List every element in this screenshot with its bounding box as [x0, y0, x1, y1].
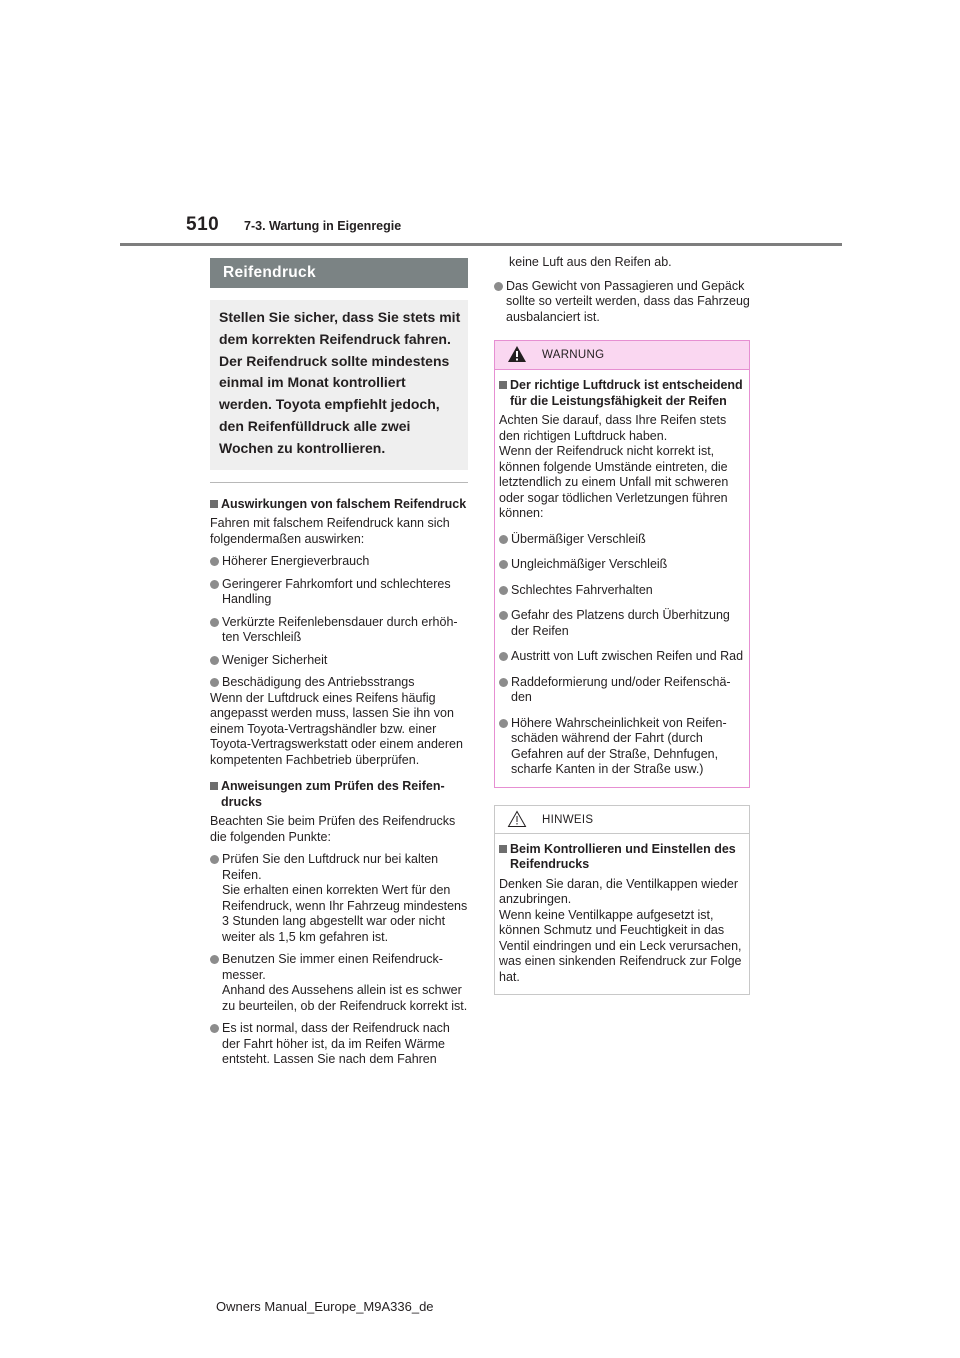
notice-text-line: Wenn keine Ventilkappe aufgesetzt ist, können Schmutz und Feuchtigkeit in das Ventil eindringen und ein Leck verursachen, was einen sinkenden Reifendruck zur Folge hat. — [499, 907, 742, 984]
page-number: 510 — [186, 214, 220, 235]
warning-text-line: Achten Sie darauf, dass Ihre Reifen stets den richtigen Luftdruck haben. — [499, 413, 727, 443]
list-item: Übermäßiger Verschleiß — [499, 532, 744, 548]
left-column — [210, 258, 468, 1075]
list-item: Höherer Energieverbrauch — [210, 554, 468, 570]
list-item — [210, 852, 468, 945]
warning-text — [499, 413, 744, 522]
continuation-text: keine Luft aus den Reifen ab. — [509, 255, 672, 269]
list-item: Das Gewicht von Passagieren und Gepäck sollte so verteilt werden, dass das Fahrzeug ausbalanciert ist. — [494, 279, 750, 326]
effects-followup: Wenn der Luftdruck eines Reifens häufig angepasst werden muss, lassen Sie ihn von einem Toyota-Vertragshändler bzw. einer Toyota-Vertragswerkstatt oder einem anderen kompetenten Fachbetrieb überprüfen. — [210, 690, 463, 767]
warning-text-line: Wenn der Reifendruck nicht korrekt ist, können folgende Umstände eintreten, die letztendlich zu einem Unfall mit schweren oder sogar tödlichen Verletzungen führen können: — [499, 444, 729, 520]
list-item: Ungleichmäßiger Verschleiß — [499, 557, 744, 573]
list-item: Geringerer Fahrkomfort und schlechteres Handling — [210, 577, 468, 608]
list-item — [210, 952, 468, 1014]
warning-label: WARNUNG — [542, 349, 605, 361]
header-rule — [120, 243, 842, 246]
list-item-text: Prüfen Sie den Luftdruck nur bei kalten Reifen. — [222, 852, 439, 882]
right-column — [494, 255, 750, 995]
list-item: Höhere Wahrscheinlichkeit von Reifenschäden während der Fahrt (durch Gefahren auf der Straße, Dehnfugen, scharfe Kanten in der Straße usw.) — [499, 716, 744, 778]
instructions-text: Beachten Sie beim Prüfen des Reifendrucks die folgenden Punkte: — [210, 814, 456, 844]
notice-heading: Beim Kontrollieren und Einstellen des Reifendrucks — [499, 842, 744, 873]
section-title: 7-3. Wartung in Eigenregie — [244, 219, 402, 233]
effects-text: Fahren mit falschem Reifendruck kann sich folgendermaßen auswirken: — [210, 516, 450, 546]
subheading-instructions: Anweisungen zum Prüfen des Reifendrucks — [210, 779, 468, 810]
notice-box — [494, 805, 750, 996]
topic-title: Reifendruck — [210, 258, 468, 288]
list-item: Weniger Sicherheit — [210, 653, 468, 669]
list-item-text: Benutzen Sie immer einen Reifendruckmesser. — [222, 952, 443, 982]
list-item: Schlechtes Fahrverhalten — [499, 583, 744, 599]
notice-label: HINWEIS — [542, 813, 594, 826]
warning-heading: Der richtige Luftdruck ist entscheidend für die Leistungsfähigkeit der Reifen — [499, 378, 744, 409]
warning-header — [495, 341, 749, 370]
footer-text: Owners Manual_Europe_M9A336_de — [216, 1299, 434, 1314]
list-item: Austritt von Luft zwischen Reifen und Rad — [499, 649, 744, 665]
list-item-detail: Sie erhalten einen korrekten Wert für den Reifendruck, wenn Ihr Fahrzeug mindestens 3 Stunden lang abgestellt war oder nicht weiter als 1,5 km gefahren ist. — [222, 883, 468, 944]
list-item-detail: Anhand des Aussehens allein ist es schwer zu beurteilen, ob der Reifendruck korrekt ist. — [222, 983, 468, 1013]
list-item: Gefahr des Platzens durch Überhitzung der Reifen — [499, 608, 744, 639]
list-item: Beschädigung des Antriebsstrangs — [210, 675, 468, 691]
list-item: Verkürzte Reifenlebensdauer durch erhöhten Verschleiß — [210, 615, 468, 646]
notice-header — [495, 806, 749, 834]
intro-box: Stellen Sie sicher, dass Sie stets mit dem korrekten Reifendruck fahren. Der Reifendruck sollte mindestens einmal im Monat kontrolliert werden. Toyota empfiehlt jedoch, den Reifenfülldruck alle zwei Wochen zu kontrollieren. — [210, 300, 468, 470]
list-item: Raddeformierung und/oder Reifenschäden — [499, 675, 744, 706]
caution-icon — [507, 810, 527, 828]
list-item: Es ist normal, dass der Reifendruck nach der Fahrt höher ist, da im Reifen Wärme entsteht. Lassen Sie nach dem Fahren — [210, 1021, 468, 1068]
notice-text — [499, 877, 744, 986]
intro-divider — [210, 482, 468, 483]
notice-text-line: Denken Sie daran, die Ventilkappen wieder anzubringen. — [499, 876, 739, 906]
warning-box — [494, 340, 750, 788]
notice-body — [495, 834, 749, 995]
warning-body — [495, 370, 749, 787]
subheading-effects: Auswirkungen von falschem Reifendruck — [210, 497, 468, 513]
warning-icon — [507, 345, 527, 363]
